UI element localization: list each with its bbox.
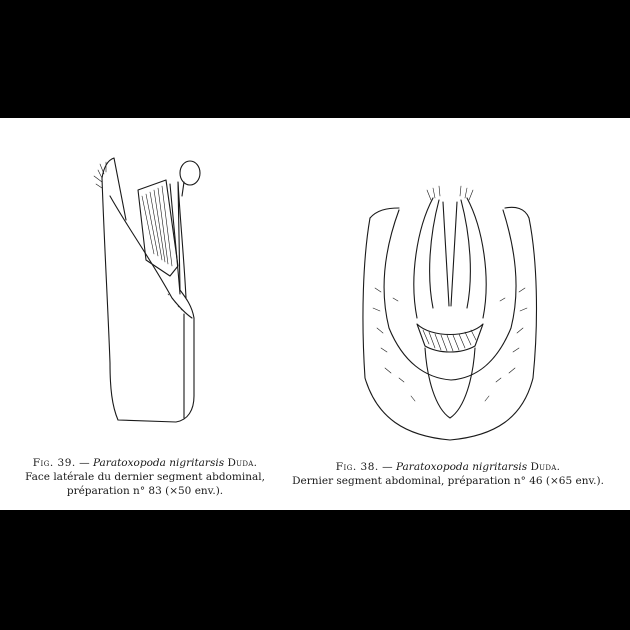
- figure-39-preparation: préparation n° 83 (×50 env.).: [66, 485, 224, 497]
- figure-39-title-line: [20, 456, 270, 470]
- scanned-page: [0, 118, 630, 510]
- figure-39-species: Paratoxopoda nigritarsis: [92, 457, 225, 469]
- figure-39-description: Face latérale du dernier segment abdominal,: [25, 471, 265, 483]
- figure-39-number: Fig. 39.: [32, 457, 76, 469]
- figure-39-drawing: [80, 148, 220, 438]
- figure-38-number: Fig. 38.: [335, 461, 379, 473]
- figure-38-dash: —: [382, 461, 393, 473]
- figure-38-caption: [284, 460, 612, 488]
- figure-39-illustration: [80, 148, 220, 438]
- figure-38-illustration: [355, 178, 545, 448]
- figure-38-species: Paratoxopoda nigritarsis: [395, 461, 528, 473]
- figure-38-description: Dernier segment abdominal, préparation n° 46 (×65 env.).: [292, 475, 604, 487]
- figure-38-title-line: [284, 460, 612, 474]
- figure-38-drawing: [355, 178, 545, 448]
- figure-39-author: Duda.: [227, 457, 258, 469]
- figure-39-dash: —: [79, 457, 90, 469]
- figure-38-author: Duda.: [530, 461, 561, 473]
- figure-39-caption: [20, 456, 270, 498]
